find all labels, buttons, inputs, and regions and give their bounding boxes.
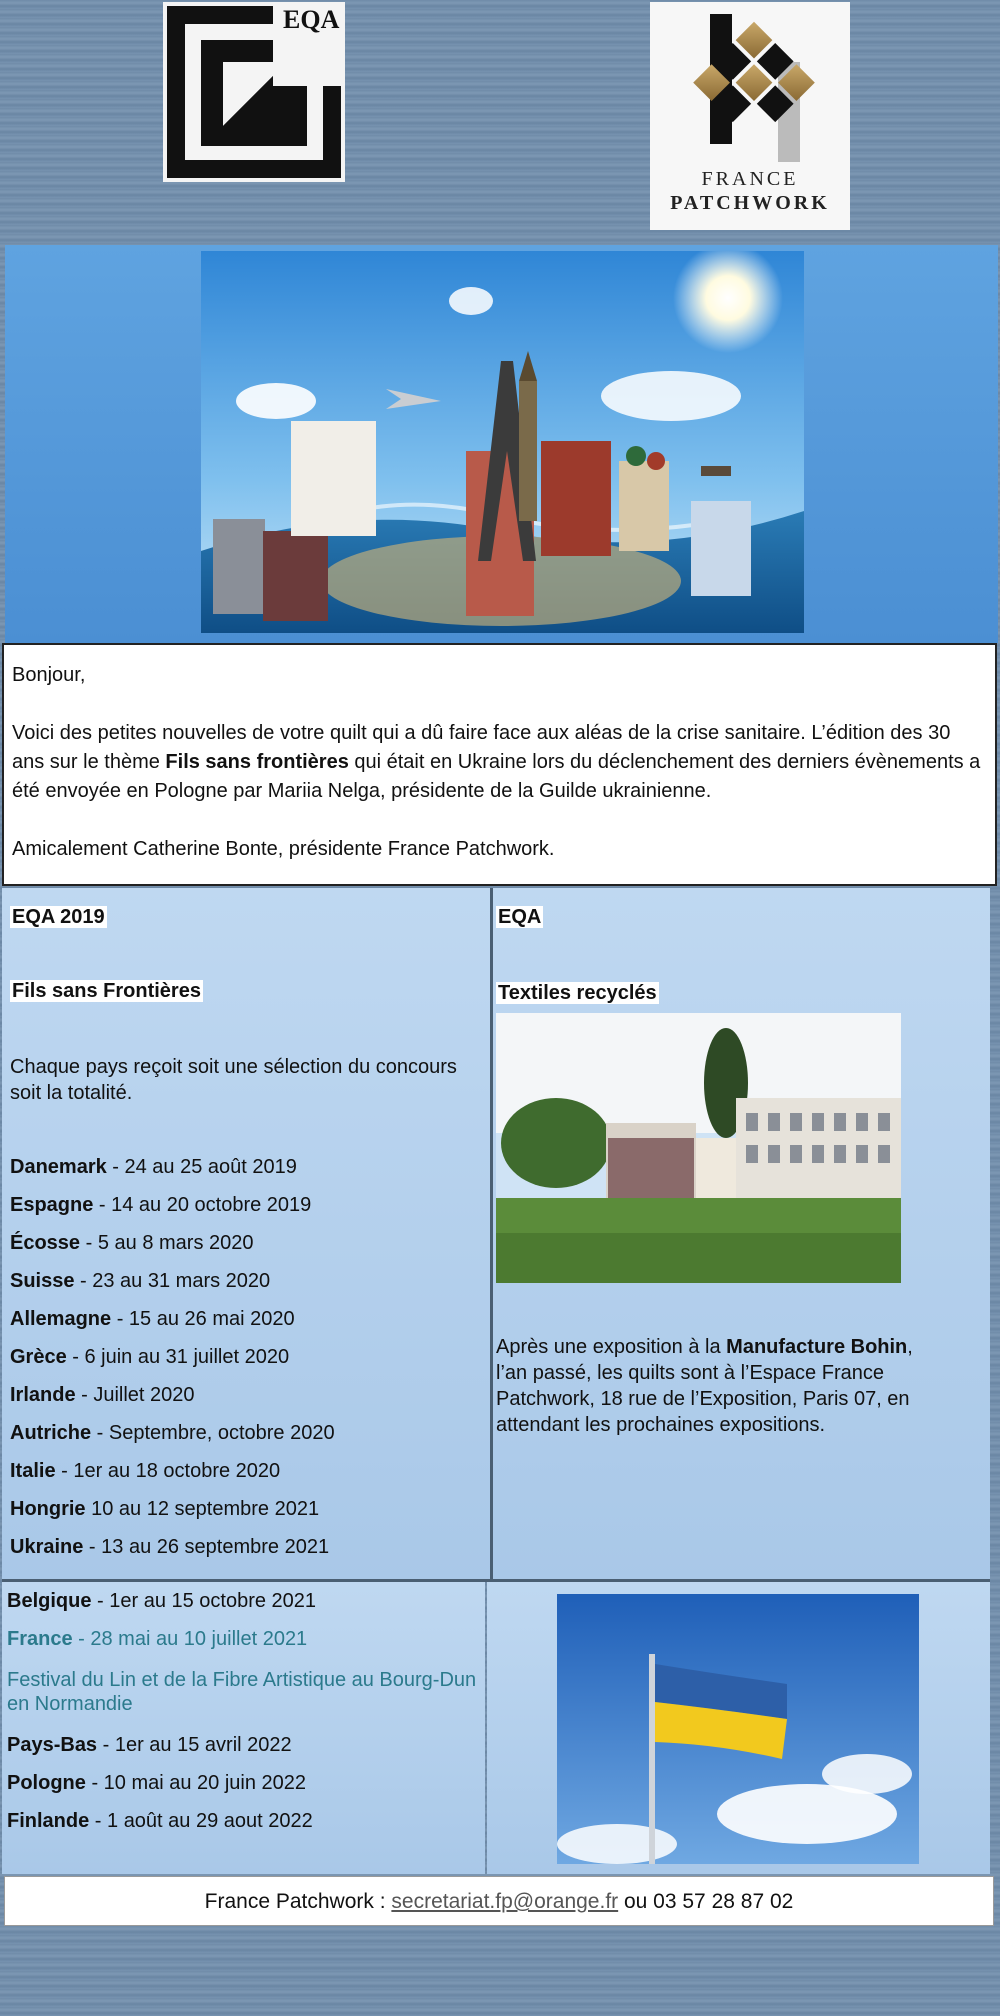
schedule-country: Irlande [10, 1384, 76, 1406]
schedule-country: Écosse [10, 1232, 81, 1254]
schedule-item [10, 1414, 335, 1452]
schedule-country: Pologne [7, 1772, 86, 1794]
schedule-item [10, 1186, 335, 1224]
france-patchwork-logo [650, 2, 850, 230]
email-link[interactable]: secretariat.fp@orange.fr [391, 1890, 619, 1913]
schedule-country: Suisse [10, 1270, 75, 1292]
schedule-item [7, 1726, 313, 1764]
schedule-item [7, 1582, 316, 1620]
france-schedule-item [7, 1620, 307, 1658]
schedule-dates: 10 au 12 septembre 2021 [85, 1498, 320, 1520]
schedule-dates: - Septembre, octobre 2020 [91, 1422, 335, 1444]
schedule-country: Hongrie [10, 1498, 86, 1520]
schedule-item [10, 1528, 335, 1566]
contact-footer [4, 1876, 994, 1926]
schedule-dates: - 23 au 31 mars 2020 [74, 1270, 271, 1292]
intro-text-end: qui était en Ukraine lors du déclenchement des derniers évènements a été envoyée en Pologne par Mariia Nelga, présidente de la Guilde ukrainienne. [12, 751, 981, 802]
fils-sans-frontieres-heading: Fils sans Frontières [12, 980, 201, 1002]
intro-message [2, 643, 997, 886]
schedule-country: Finlande [7, 1810, 90, 1832]
schedule-item [7, 1764, 313, 1802]
schedule-item [10, 1300, 335, 1338]
schedule-dates: - 13 au 26 septembre 2021 [83, 1536, 330, 1558]
intro-text-start: Voici des petites nouvelles de votre quilt qui a dû faire face aux aléas de la crise sanitaire. L’édition des 30 ans sur le thème [12, 722, 951, 773]
schedule-dates: - 14 au 20 octobre 2019 [93, 1194, 312, 1216]
footer-org: France Patchwork : [204, 1890, 392, 1913]
schedule-country: Ukraine [10, 1536, 84, 1558]
schedule-country: Grèce [10, 1346, 67, 1368]
schedule-item [10, 1262, 335, 1300]
schedule-item [10, 1148, 335, 1186]
eqa-logo [163, 2, 345, 182]
schedule-country: Espagne [10, 1194, 94, 1216]
schedule-dates: - 6 juin au 31 juillet 2020 [66, 1346, 290, 1368]
fp-logo-line2: PATCHWORK [670, 192, 830, 214]
schedule-country: Italie [10, 1460, 56, 1482]
france-dates: - 28 mai au 10 juillet 2021 [72, 1628, 308, 1650]
exhibition-schedule [10, 1148, 335, 1566]
eqa-heading: EQA [498, 906, 542, 928]
greeting: Bonjour, [12, 664, 86, 686]
bohin-text-end: , l’an passé, les quilts sont à l’Espace France Patchwork, 18 rue de l’Exposition, Paris 07, en attendant les prochaines expositions. [496, 1336, 913, 1436]
schedule-item [10, 1338, 335, 1376]
eqa-2019-heading: EQA 2019 [12, 906, 105, 928]
lower-schedule [7, 1726, 313, 1840]
schedule-dates: - Juillet 2020 [75, 1384, 195, 1406]
bohin-description [496, 1334, 936, 1438]
schedule-country: Belgique [7, 1590, 92, 1612]
signature: Amicalement Catherine Bonte, présidente France Patchwork. [12, 838, 555, 860]
schedule-item [10, 1224, 335, 1262]
schedule-dates: - 10 mai au 20 juin 2022 [85, 1772, 307, 1794]
schedule-country: Pays-Bas [7, 1734, 98, 1756]
schedule-dates: - 24 au 25 août 2019 [106, 1156, 297, 1178]
ukraine-flag-photo [557, 1594, 919, 1864]
textiles-recycles-heading: Textiles recyclés [498, 982, 657, 1004]
schedule-item [10, 1452, 335, 1490]
manufacture-bohin-photo [496, 1013, 901, 1283]
schedule-dates: - 15 au 26 mai 2020 [111, 1308, 295, 1330]
schedule-item [7, 1802, 313, 1840]
schedule-item [10, 1376, 335, 1414]
lower-schedule-panel [2, 1582, 485, 1874]
schedule-dates: - 5 au 8 mars 2020 [80, 1232, 254, 1254]
intro-theme: Fils sans frontières [165, 751, 349, 773]
patchwork-diamond-icon [650, 2, 850, 162]
manufacture-bohin: Manufacture Bohin [726, 1336, 908, 1358]
footer-phone: ou 03 57 28 87 02 [618, 1890, 794, 1913]
eqa-2019-panel [2, 888, 490, 1580]
france-country: France [7, 1628, 73, 1650]
festival-info: Festival du Lin et de la Fibre Artistique au Bourg-Dun en Normandie [7, 1669, 477, 1715]
world-collage-image [201, 251, 804, 633]
schedule-country: Danemark [10, 1156, 107, 1178]
selection-description: Chaque pays reçoit soit une sélection du concours soit la totalité. [10, 1056, 457, 1104]
schedule-dates: - 1er au 15 avril 2022 [97, 1734, 292, 1756]
ukraine-flag-panel [487, 1582, 990, 1874]
schedule-country: Autriche [10, 1422, 92, 1444]
schedule-country: Allemagne [10, 1308, 112, 1330]
eqa-logo-letter: EQA [283, 5, 340, 34]
schedule-dates: - 1 août au 29 aout 2022 [89, 1810, 313, 1832]
intro-paragraph [12, 719, 987, 806]
fp-logo-line1: FRANCE [701, 168, 799, 190]
schedule-item [10, 1490, 335, 1528]
bohin-text-start: Après une exposition à la [496, 1336, 727, 1358]
schedule-dates: - 1er au 18 octobre 2020 [55, 1460, 281, 1482]
textiles-recycles-panel [493, 888, 990, 1580]
schedule-dates: - 1er au 15 octobre 2021 [91, 1590, 317, 1612]
